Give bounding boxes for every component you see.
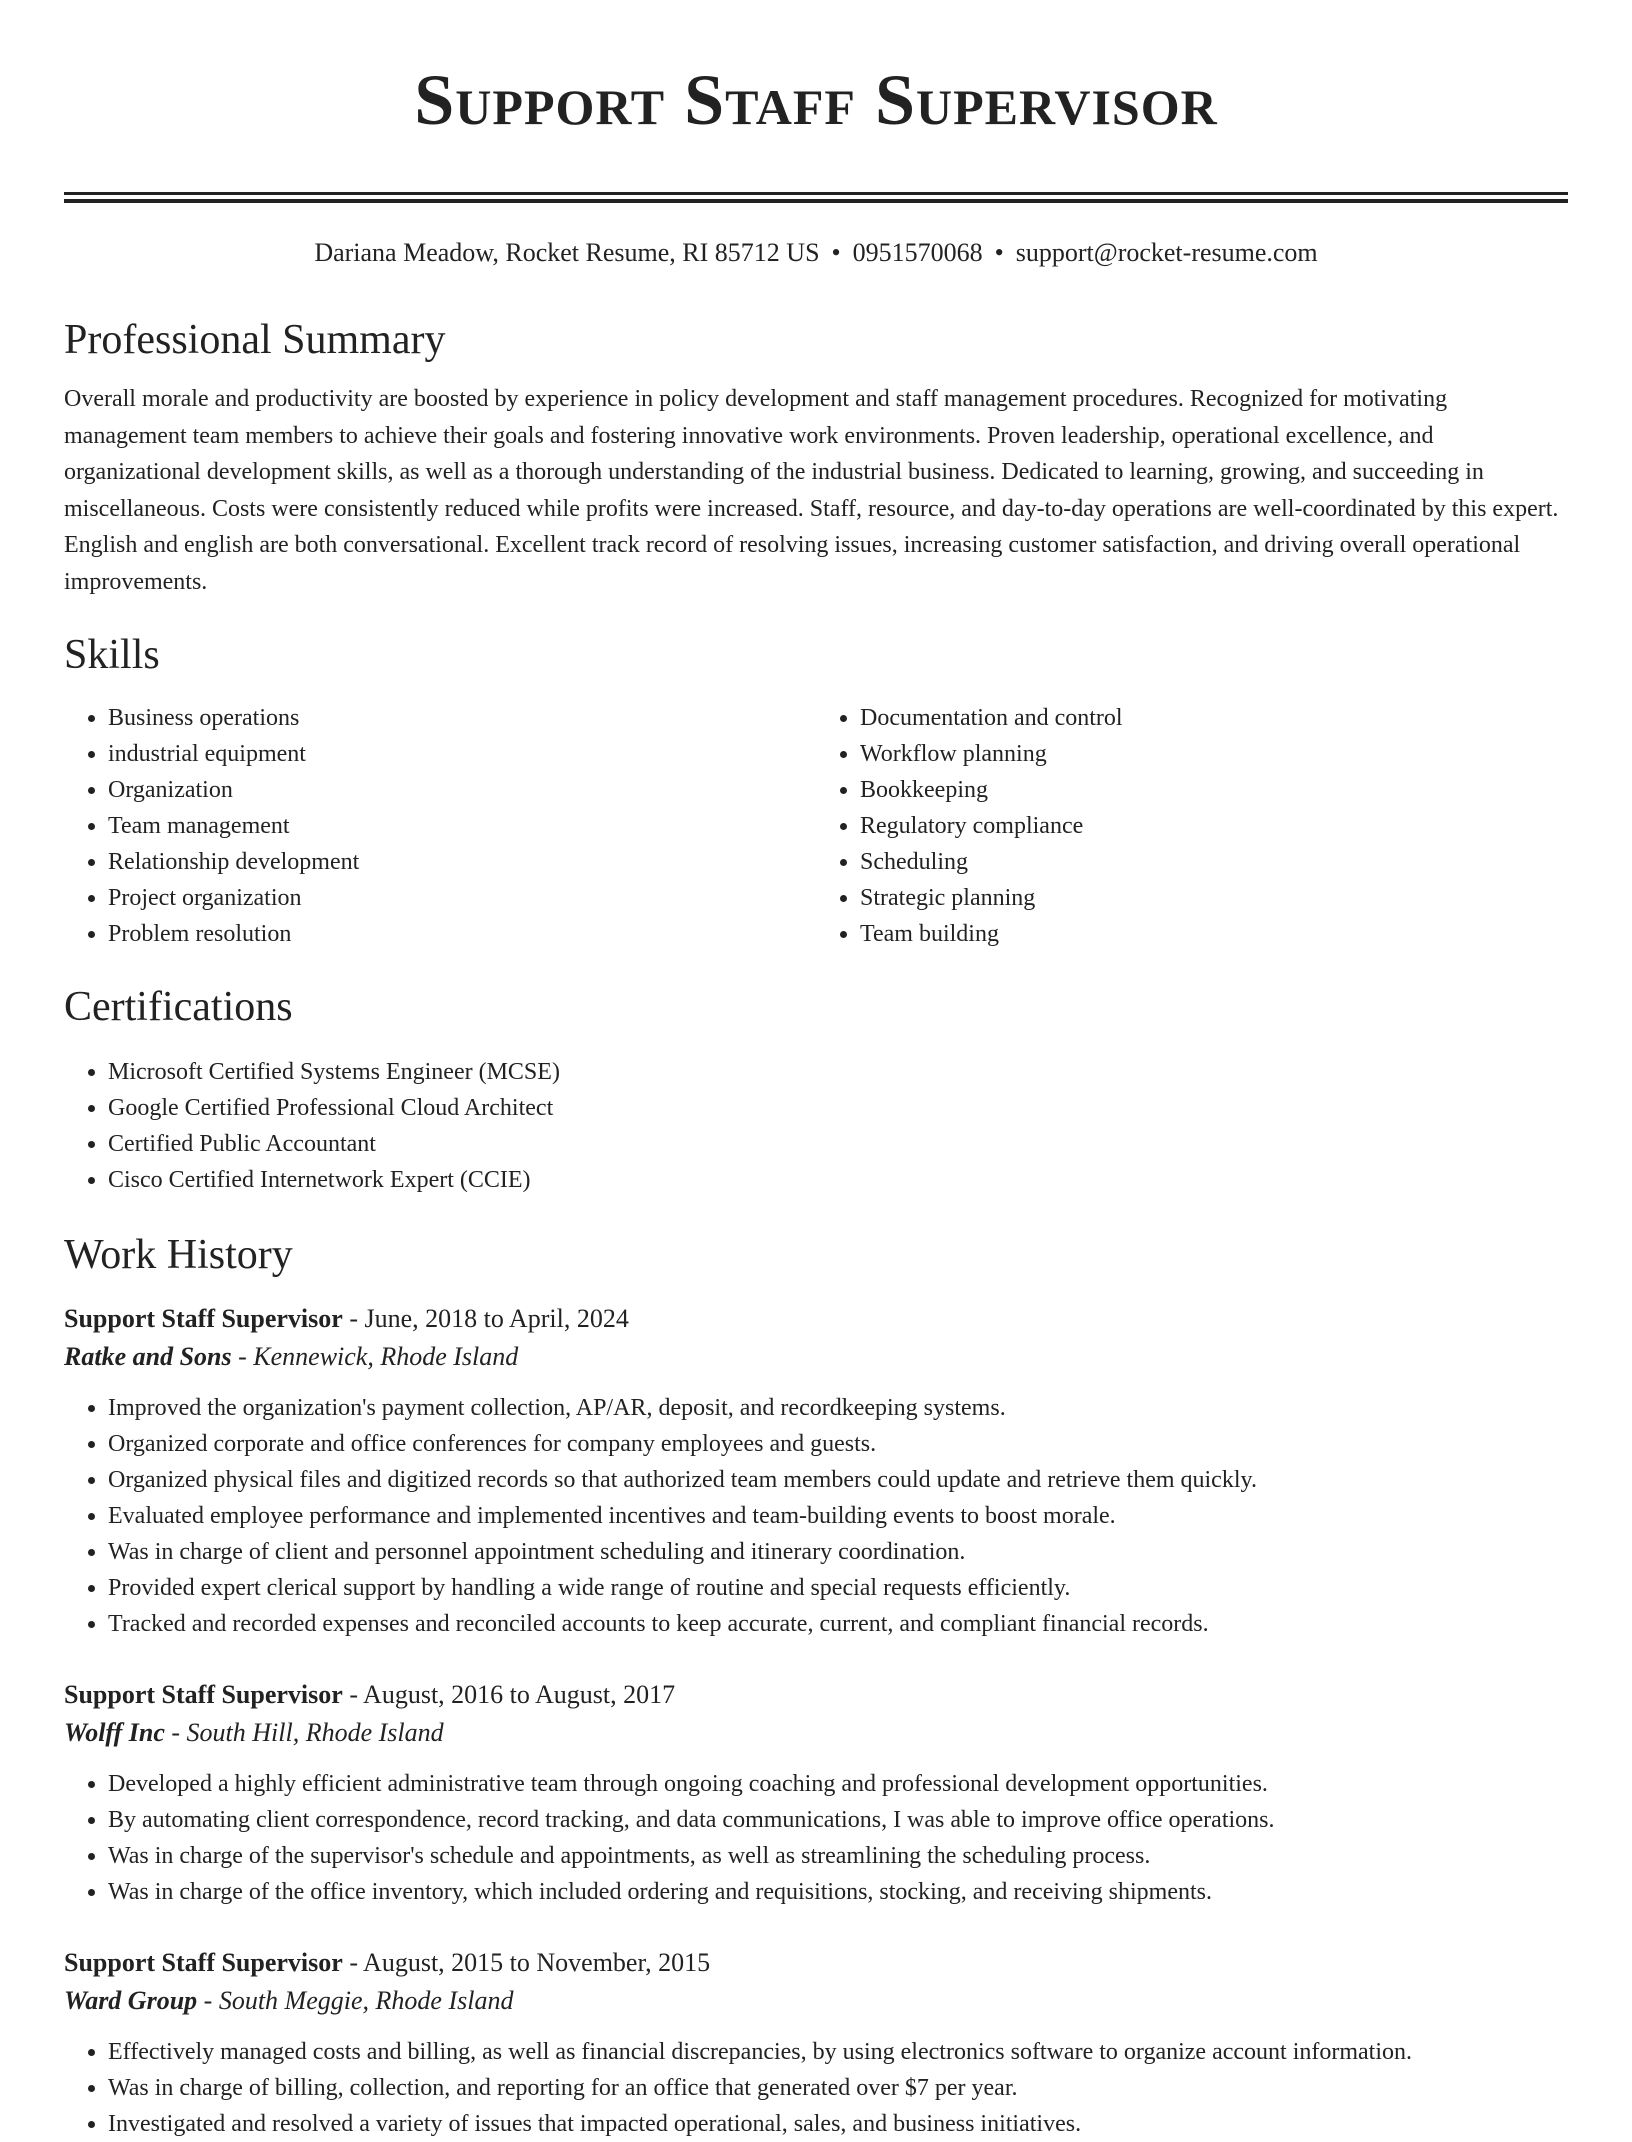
skills-left-list [64, 700, 816, 952]
job-company-line [64, 1714, 1568, 1752]
job-entry [64, 1300, 1568, 1642]
job-dates: - August, 2015 to November, 2015 [342, 1948, 711, 1977]
job-bullet: • Developed a highly efficient administrative team through ongoing coaching and professional development opportunities. [108, 1766, 1568, 1802]
job-bullets [64, 2034, 1568, 2142]
job-bullet: • Effectively managed costs and billing, as well as financial discrepancies, by using electronics software to organize account information. [108, 2034, 1568, 2070]
job-location: - Kennewick, Rhode Island [231, 1342, 519, 1371]
skill-item: • Problem resolution [108, 916, 816, 952]
job-entry [64, 1944, 1568, 2142]
job-dates: - June, 2018 to April, 2024 [342, 1304, 629, 1333]
job-title-line [64, 1300, 1568, 1338]
job-bullets [64, 1390, 1568, 1642]
job-role: Support Staff Supervisor [64, 1680, 343, 1709]
certification-item: • Google Certified Professional Cloud Architect [108, 1090, 1568, 1126]
job-company: Wolff Inc [64, 1718, 165, 1747]
skill-item: • Business operations [108, 700, 816, 736]
contact-email: support@rocket-resume.com [1015, 238, 1318, 267]
job-bullet: • Organized physical files and digitized records so that authorized team members could update and retrieve them quickly. [108, 1462, 1568, 1498]
skill-item: • Bookkeeping [860, 772, 1568, 808]
summary-heading: Professional Summary [64, 317, 446, 363]
job-bullet: • Investigated and resolved a variety of issues that impacted operational, sales, and business initiatives. [108, 2106, 1568, 2142]
skills-columns [64, 700, 1568, 952]
skill-item: • Regulatory compliance [860, 808, 1568, 844]
job-bullet: • Improved the organization's payment collection, AP/AR, deposit, and recordkeeping systems. [108, 1390, 1568, 1426]
job-location: - South Meggie, Rhode Island [197, 1986, 514, 2015]
job-role: Support Staff Supervisor [64, 1304, 343, 1333]
job-bullet: • Was in charge of client and personnel appointment scheduling and itinerary coordination. [108, 1534, 1568, 1570]
work-history-heading: Work History [64, 1232, 293, 1278]
job-title-line [64, 1676, 1568, 1714]
job-company-line [64, 1338, 1568, 1376]
contact-phone: 0951570068 [852, 238, 983, 267]
job-location: - South Hill, Rhode Island [164, 1718, 444, 1747]
certification-item: • Cisco Certified Internetwork Expert (CCIE) [108, 1162, 1568, 1198]
contact-address: Dariana Meadow, Rocket Resume, RI 85712 US [314, 238, 820, 267]
resume-name-title: Support Staff Supervisor [414, 60, 1218, 140]
skill-item: • Documentation and control [860, 700, 1568, 736]
skills-heading: Skills [64, 632, 160, 678]
skill-item: • Strategic planning [860, 880, 1568, 916]
resume-page [64, 0, 1568, 2142]
contact-separator: • [831, 238, 841, 267]
contact-separator: • [994, 238, 1004, 267]
job-bullet: • Organized corporate and office conferences for company employees and guests. [108, 1426, 1568, 1462]
job-entry [64, 1676, 1568, 1910]
job-bullet: • Provided expert clerical support by handling a wide range of routine and special requests efficiently. [108, 1570, 1568, 1606]
job-bullets [64, 1766, 1568, 1910]
job-company-line [64, 1982, 1568, 2020]
job-company: Ward Group [64, 1986, 198, 2015]
job-title-line [64, 1944, 1568, 1982]
skill-item: • industrial equipment [108, 736, 816, 772]
job-bullet: • Was in charge of the office inventory, which included ordering and requisitions, stocking, and receiving shipments. [108, 1874, 1568, 1910]
skill-item: • Organization [108, 772, 816, 808]
skill-item: • Project organization [108, 880, 816, 916]
job-bullet: • Evaluated employee performance and implemented incentives and team-building events to boost morale. [108, 1498, 1568, 1534]
skill-item: • Relationship development [108, 844, 816, 880]
job-bullet: • By automating client correspondence, record tracking, and data communications, I was able to improve office operations. [108, 1802, 1568, 1838]
summary-text: Overall morale and productivity are boosted by experience in policy development and staff management procedures. Recognized for motivating management team members to achieve their goals and fostering innovative work environments. Proven leadership, operational excellence, and organizational development skills, as well as a thorough understanding of the industrial business. Dedicated to learning, growing, and succeeding in miscellaneous. Costs were consistently reduced while profits were increased. Staff, resource, and day-to-day operations are well-coordinated by this expert. English and english are both conversational. Excellent track record of resolving issues, increasing customer satisfaction, and driving overall operational improvements. [64, 386, 1559, 595]
job-company: Ratke and Sons [64, 1342, 232, 1371]
skill-item: • Scheduling [860, 844, 1568, 880]
job-dates: - August, 2016 to August, 2017 [342, 1680, 676, 1709]
certification-item: • Microsoft Certified Systems Engineer (MCSE) [108, 1054, 1568, 1090]
job-bullet: • Was in charge of the supervisor's schedule and appointments, as well as streamlining the scheduling process. [108, 1838, 1568, 1874]
certification-item: • Certified Public Accountant [108, 1126, 1568, 1162]
job-bullet: • Tracked and recorded expenses and reconciled accounts to keep accurate, current, and compliant financial records. [108, 1606, 1568, 1642]
certifications-list [64, 1054, 1568, 1198]
job-role: Support Staff Supervisor [64, 1948, 343, 1977]
skill-item: • Workflow planning [860, 736, 1568, 772]
contact-line [64, 237, 1568, 269]
title-double-rule [64, 192, 1568, 203]
certifications-heading: Certifications [64, 984, 293, 1030]
skill-item: • Team building [860, 916, 1568, 952]
skill-item: • Team management [108, 808, 816, 844]
job-bullet: • Was in charge of billing, collection, and reporting for an office that generated over $7 per year. [108, 2070, 1568, 2106]
skills-right-list [816, 700, 1568, 952]
